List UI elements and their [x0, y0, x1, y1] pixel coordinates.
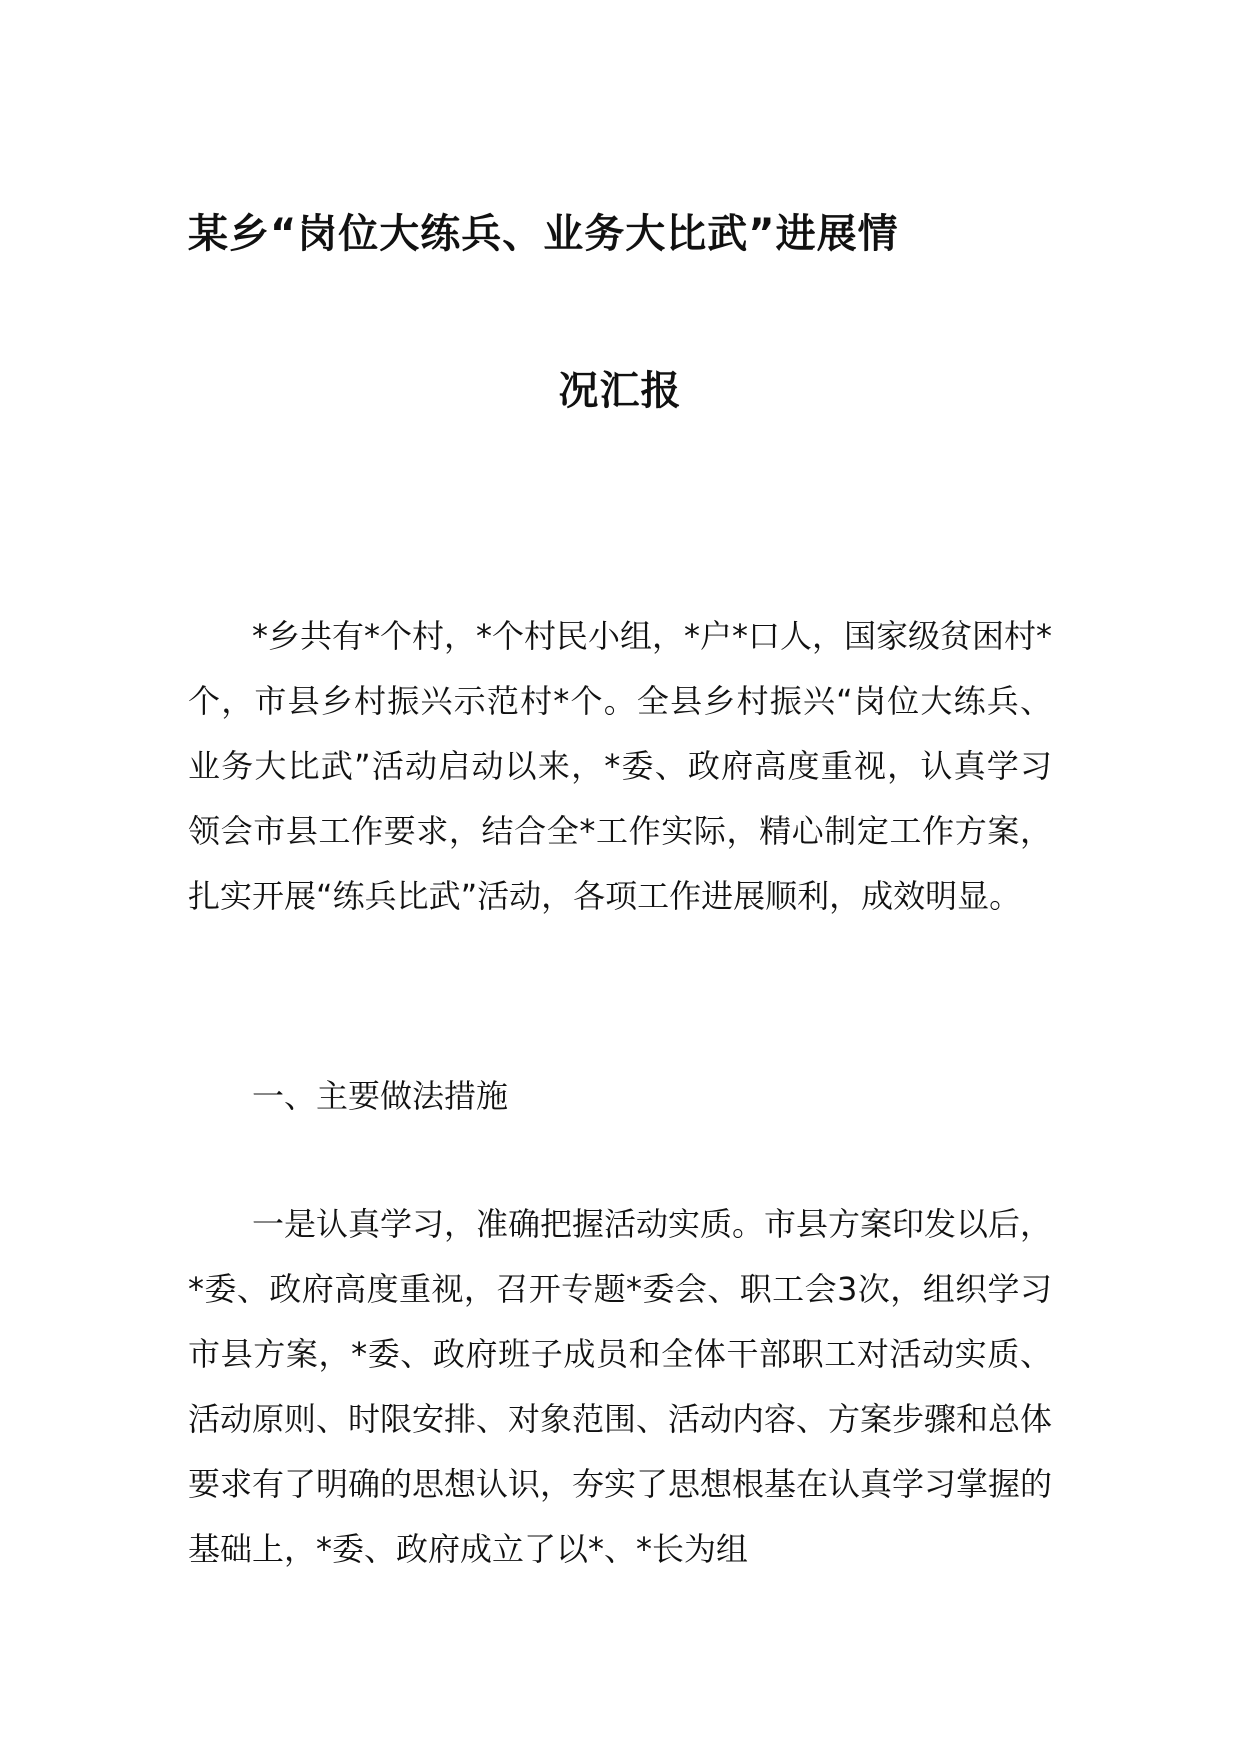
document-title-line-2: 况汇报 [558, 368, 682, 414]
document-title-line-1: 某乡“岗位大练兵、业务大比武”进展情 [188, 211, 899, 257]
section-heading: 一、主要做法措施 [252, 1077, 509, 1115]
body-paragraph: 一是认真学习，准确把握活动实质。市县方案印发以后，*委、政府高度重视，召开专题*委会、职工会3次，组织学习市县方案，*委、政府班子成员和全体干部职工对活动实质、活动原则、时限安排、对象范围、活动内容、方案步骤和总体要求有了明确的思想认识，夯实了思想根基在认真学习掌握的基础上，*委、政府成立了以*、*长为组 [188, 1205, 1052, 1568]
intro-paragraph: *乡共有*个村，*个村民小组，*户*口人，国家级贫困村*个，市县乡村振兴示范村*个。全县乡村振兴“岗位大练兵、业务大比武”活动启动以来，*委、政府高度重视，认真学习领会市县工作要求，结合全*工作实际，精心制定工作方案，扎实开展“练兵比武”活动，各项工作进展顺利，成效明显。 [188, 617, 1053, 915]
